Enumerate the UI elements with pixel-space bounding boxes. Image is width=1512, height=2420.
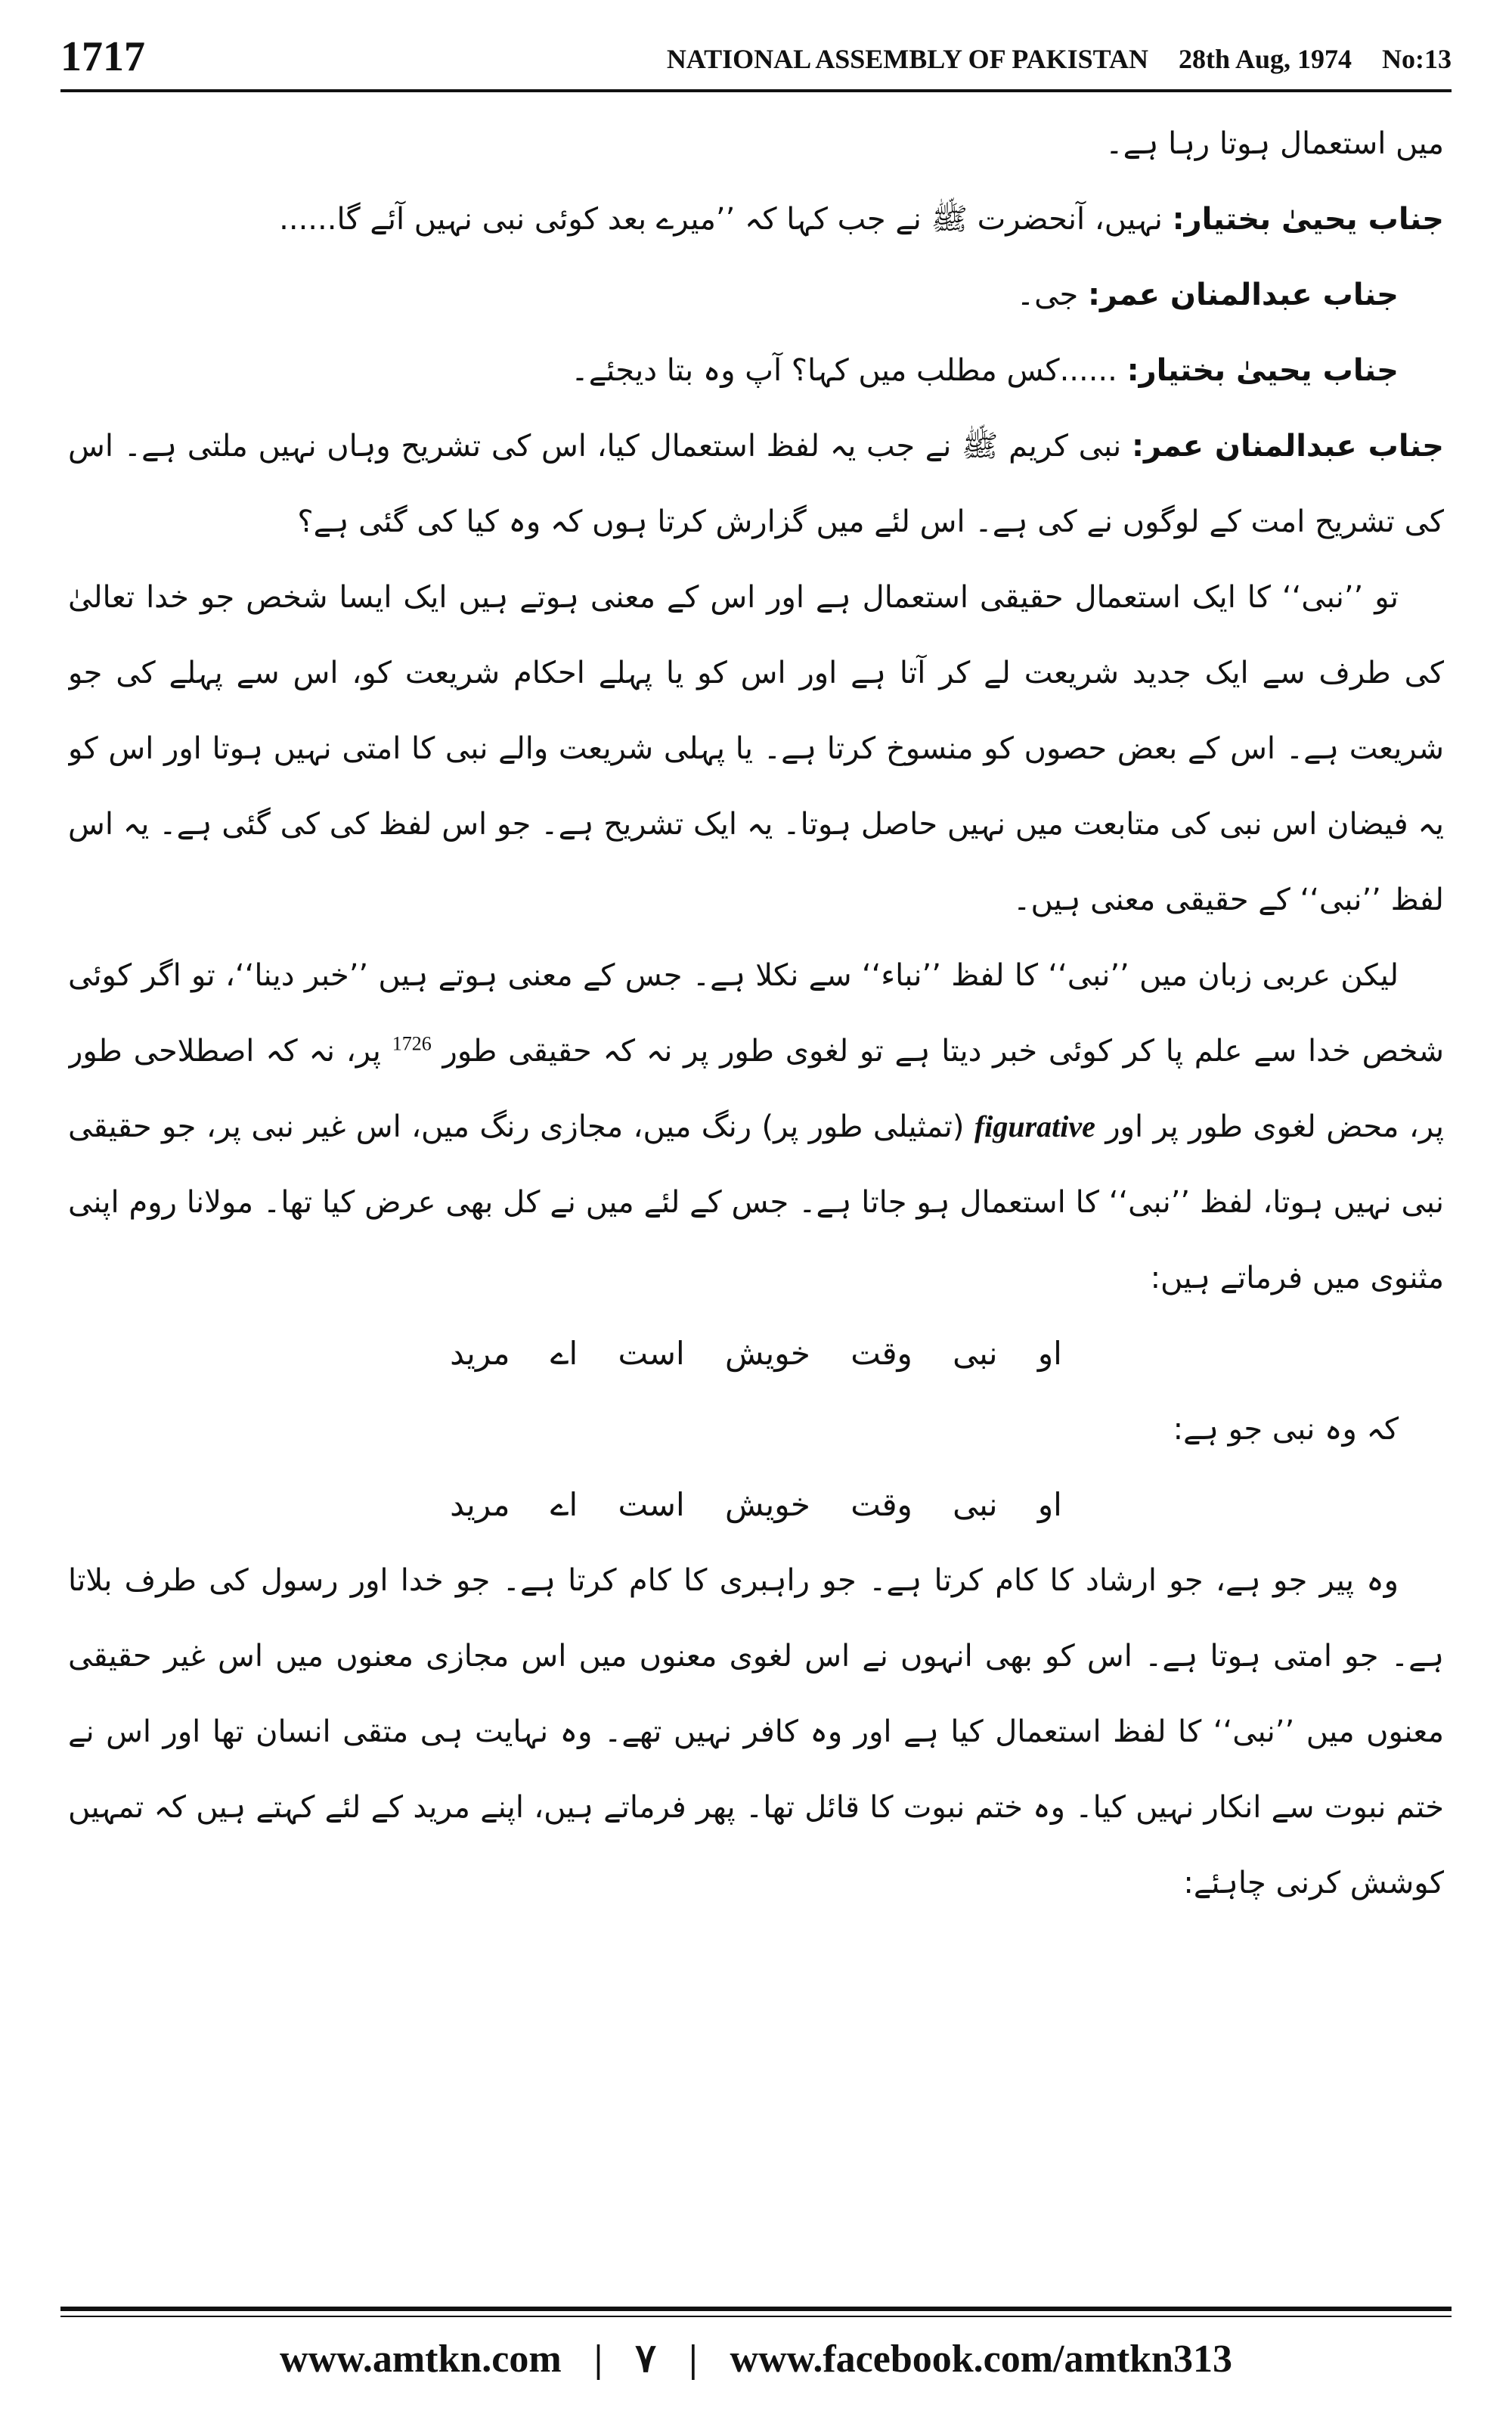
text-run: (تمثیلی طور پر) رنگ میں، مجازی رنگ میں، اس غیر نبی پر، جو حقیقی نبی نہیں ہوتا، لفظ ’’نبی‘‘ کا استعمال ہو جاتا ہے۔ جس کے لئے میں نے کل بھی عرض کیا تھا۔ مولانا روم اپنی مثنوی میں فرماتے ہیں: [68,1109,1444,1295]
paragraph-7 [68,938,1444,1316]
paragraph-9: وہ پیر جو ہے، جو ارشاد کا کام کرتا ہے۔ جو راہبری کا کام کرتا ہے۔ جو خدا اور رسول کی طرف بلاتا ہے۔ جو امتی ہوتا ہے۔ اس کو بھی انہوں نے اس لغوی معنوں میں اس مجازی معنوں میں اس غیر حقیقی معنوں میں ’’نبی‘‘ کا لفظ استعمال کیا ہے اور وہ کافر نہیں تھے۔ وہ نہایت ہی متقی انسان تھا اور اس نے ختم نبوت سے انکار نہیں کیا۔ وہ ختم نبوت کا قائل تھا۔ پھر فرماتے ہیں، اپنے مرید کے لئے کہتے ہیں کہ تمہیں کوشش کرنی چاہئے: [68,1563,1444,1900]
header-title [667,36,1452,82]
paragraph-8: کہ وہ نبی جو ہے: [1173,1412,1399,1447]
page-footer [60,2329,1452,2390]
speaker-name: جناب یحییٰ بختیار: [1126,353,1399,388]
speaker-name: جناب یحییٰ بختیار: [1172,202,1444,237]
persian-verse-2: او نبی وقت خویش است اے مرید [450,1486,1062,1523]
reference-number: 1726 [392,1032,432,1055]
speech-text: ......کس مطلب میں کہا؟ آپ وہ بتا دیجئے۔ [571,353,1117,388]
text-run: لیکن عربی زبان میں ’’نبی‘‘ کا لفظ ’’نباء‘‘ سے نکلا ہے۔ جس کے معنی ہوتے ہیں ’’خبر دینا‘‘، تو اگر کوئی شخص خدا سے علم پا کر کوئی خبر دیتا ہے تو لغوی طور پر نہ کہ حقیقی طور [68,958,1444,1069]
assembly-name: NATIONAL ASSEMBLY OF PAKISTAN [666,44,1148,74]
page-header [60,30,1452,83]
speech-text: جی۔ [1016,278,1079,312]
paragraph-4 [68,333,1444,408]
footer-divider-thin [60,2316,1452,2317]
speech-text: نہیں، آنحضرت ﷺ نے جب کہا کہ ’’میرے بعد کوئی نبی نہیں آئے گا...... [279,202,1163,237]
speaker-name: جناب عبدالمنان عمر: [1131,429,1444,464]
text-run: پر، نہ کہ اصطلاحی طور پر، محض لغوی طور پر اور [68,1034,1444,1144]
page-body [68,106,1444,2276]
website-link[interactable]: www.amtkn.com [280,2338,562,2381]
paragraph-3 [68,257,1444,333]
speaker-name: جناب عبدالمنان عمر: [1087,278,1399,312]
footer-separator: | [689,2338,698,2381]
session-date: 28th Aug, 1974 [1178,44,1352,74]
paragraph-5 [68,408,1444,560]
speech-text: نبی کریم ﷺ نے جب یہ لفظ استعمال کیا، اس کی تشریح وہاں نہیں ملتی ہے۔ اس کی تشریح امت کے لوگوں نے کی ہے۔ اس لئے میں گزارش کرتا ہوں کہ وہ کیا کی گئی ہے؟ [68,429,1444,539]
paragraph-6: تو ’’نبی‘‘ کا ایک استعمال حقیقی استعمال ہے اور اس کے معنی ہوتے ہیں ایک ایسا شخص جو خدا تعالیٰ کی طرف سے ایک جدید شریعت لے کر آتا ہے اور اس کو یا پہلے احکام شریعت کو، اس سے پہلے کی جو شریعت ہے۔ اس کے بعض حصوں کو منسوخ کرتا ہے۔ یا پہلی شریعت والے نبی کا امتی نہیں ہوتا اور اس کو یہ فیضان اس نبی کی متابعت میں نہیں حاصل ہوتا۔ یہ ایک تشریح ہے۔ جو اس لفظ کی کی گئی ہے۔ یہ اس لفظ ’’نبی‘‘ کے حقیقی معنی ہیں۔ [68,580,1444,917]
header-divider [60,89,1452,92]
footer-divider [60,2307,1452,2311]
facebook-link[interactable]: www.facebook.com/amtkn313 [730,2338,1232,2381]
issue-number: No:13 [1382,44,1452,74]
paragraph-2 [68,182,1444,257]
footer-separator: | [593,2338,603,2381]
persian-verse-1: او نبی وقت خویش است اے مرید [450,1335,1062,1372]
english-term: figurative [974,1109,1095,1143]
page-number: 1717 [60,33,145,80]
paragraph-1: میں استعمال ہوتا رہا ہے۔ [1105,126,1444,161]
footer-page-marker: ۷ [635,2338,657,2381]
